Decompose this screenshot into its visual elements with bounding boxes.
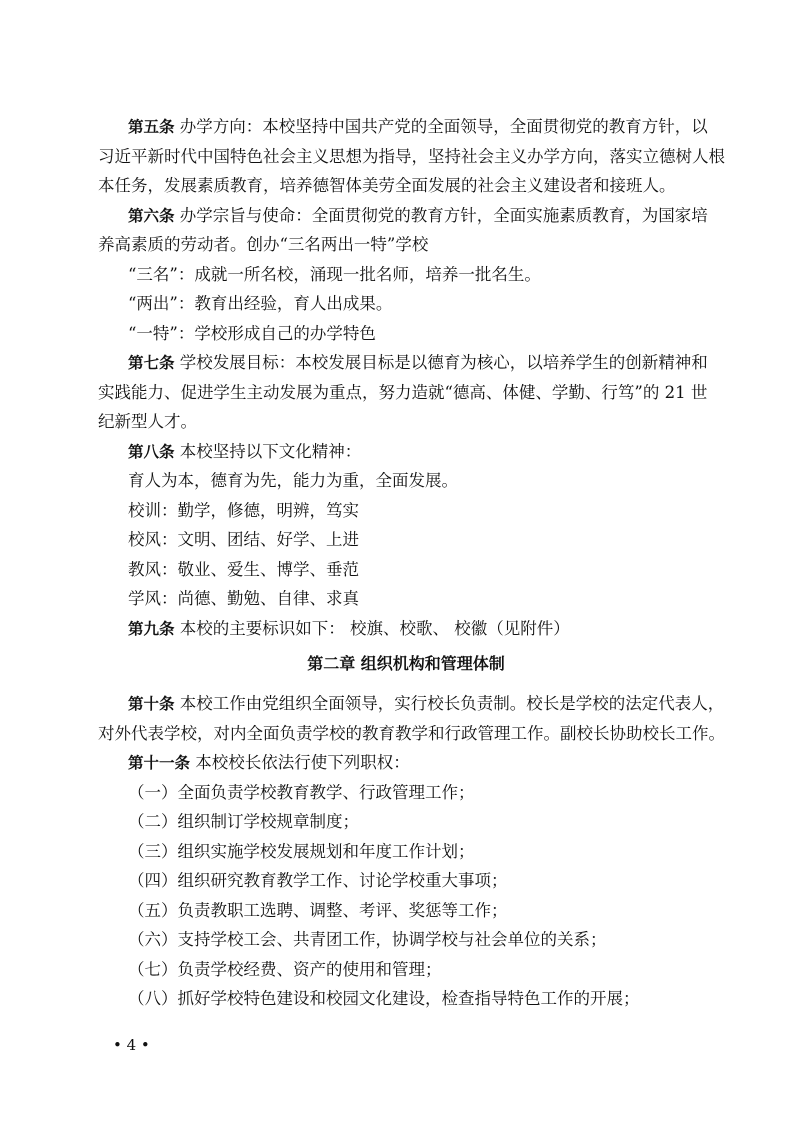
page-number: • 4 • [113, 1036, 150, 1054]
culture-line-study-style: 学风：尚德、勤勉、自律、求真 [128, 589, 359, 608]
power-item: （八）抓好学校特色建设和校园文化建设，检查指导特色工作的开展； [128, 989, 640, 1008]
article-6-text-1: 办学宗旨与使命：全面贯彻党的教育方针，全面实施素质教育，为国家培 [179, 205, 708, 225]
chapter-title: 第二章 组织机构和管理体制 [307, 654, 505, 673]
culture-line-teaching-style: 教风：敬业、爱生、博学、垂范 [128, 559, 359, 579]
article-10-line-1 [128, 689, 725, 719]
article-9-text: 本校的主要标识如下： 校旗、校歌、 校徽（见附件） [179, 618, 570, 638]
power-item: （一）全面负责学校教育教学、行政管理工作； [128, 782, 475, 802]
article-10-line-2: 对外代表学校，对内全面负责学校的教育教学和行政管理工作。副校长协助校长工作。 [98, 723, 725, 743]
article-11-text: 本校校长依法行使下列职权： [195, 753, 410, 772]
plain-line-yi-te: “一特”：学校形成自己的办学特色 [128, 323, 376, 343]
article-7-line-2: 实践能力、促进学生主动发展为重点，努力造就“德高、体健、学勤、行笃”的 21 世 [98, 382, 708, 402]
article-6-heading: 第六条 [128, 206, 175, 225]
article-11-line [128, 748, 714, 778]
article-8-heading: 第八条 [128, 442, 175, 461]
article-5-line-3: 本任务，发展素质教育，培养德智体美劳全面发展的社会主义建设者和接班人。 [98, 176, 676, 195]
article-7-line-1 [128, 348, 714, 378]
article-8-line [128, 437, 714, 467]
article-6-line-1 [128, 201, 714, 231]
article-7-text-1: 学校发展目标：本校发展目标是以德育为核心，以培养学生的创新精神和 [179, 353, 708, 372]
culture-line-school-motto: 校训：勤学，修德，明辨，笃实 [128, 500, 359, 520]
article-5-line-1 [128, 112, 714, 142]
article-10-text-1: 本校工作由党组织全面领导，实行校长负责制。校长是学校的法定代表人， [179, 694, 725, 713]
power-item: （七）负责学校经费、资产的使用和管理； [128, 959, 442, 979]
article-9-line [128, 614, 714, 644]
article-5-heading: 第五条 [128, 118, 175, 136]
culture-line-school-spirit: 校风：文明、团结、好学、上进 [128, 530, 359, 549]
power-item: （三）组织实施学校发展规划和年度工作计划； [128, 841, 475, 861]
document-body [98, 112, 725, 1014]
article-6-line-2: 养高素质的劳动者。创办“三名两出一特”学校 [98, 235, 429, 254]
power-item: （五）负责教职工选聘、调整、考评、奖惩等工作； [128, 900, 508, 920]
power-item: （六）支持学校工会、共青团工作，协调学校与社会单位的关系； [128, 930, 607, 949]
power-item: （二）组织制订学校规章制度； [128, 812, 359, 831]
article-11-heading: 第十一条 [128, 754, 191, 772]
article-7-heading: 第七条 [128, 354, 175, 372]
plain-line-san-ming: “三名”：成就一所名校，涌现一批名师，培养一批名生。 [128, 264, 541, 284]
power-item: （四）组织研究教育教学工作、讨论学校重大事项； [128, 871, 508, 890]
article-8-text: 本校坚持以下文化精神： [179, 441, 362, 461]
culture-line-motto: 育人为本，德育为先，能力为重，全面发展。 [128, 471, 458, 490]
article-5-line-2: 习近平新时代中国特色社会主义思想为指导，坚持社会主义办学方向，落实立德树人根 [98, 146, 725, 166]
article-7-line-3: 纪新型人才。 [98, 412, 197, 431]
article-5-text-1: 办学方向：本校坚持中国共产党的全面领导，全面贯彻党的教育方针，以 [179, 117, 708, 136]
article-10-heading: 第十条 [128, 695, 175, 713]
article-9-heading: 第九条 [128, 619, 175, 638]
plain-line-liang-chu: “两出”：教育出经验，育人出成果。 [128, 294, 393, 313]
